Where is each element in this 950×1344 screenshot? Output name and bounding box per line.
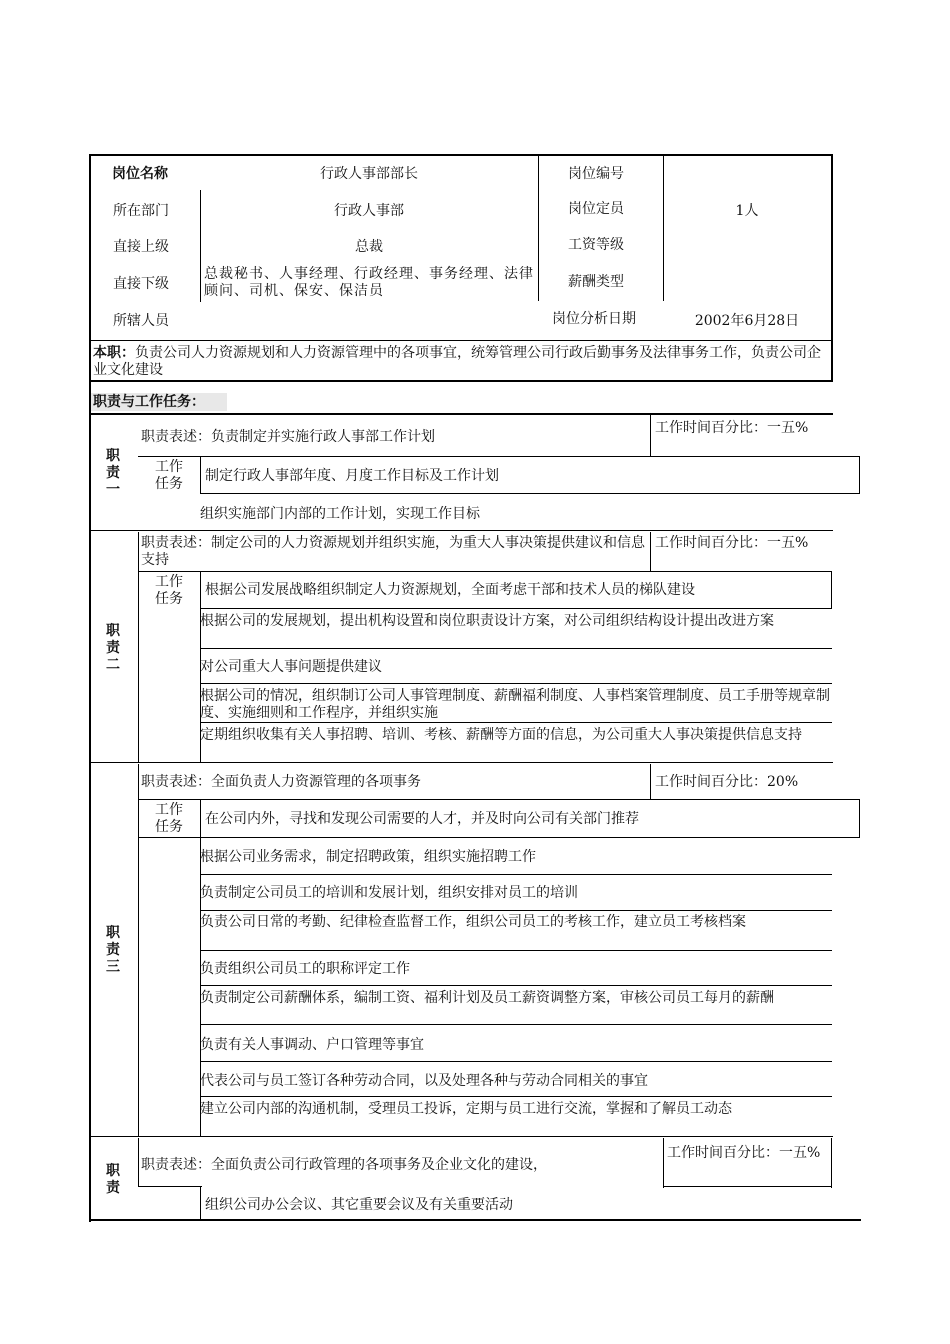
d2-row3-top (200, 648, 832, 649)
summary-text: 负责公司人力资源规划和人力资源管理中的各项事宜，统筹管理公司行政后勤事务及法律事务工作，负责公司企业文化建设 (93, 345, 821, 378)
duty1-pct: 工作时间百分比：一五% (655, 420, 809, 436)
duty2-task-3: 对公司重大人事问题提供建议 (200, 659, 382, 675)
duty3-task-9: 建立公司内部的沟通机制，受理员工投诉，定期与员工进行交流，掌握和了解员工动态 (200, 1101, 732, 1117)
d3-row5-top (200, 950, 832, 951)
analysis-date-value: 2002年6月28日 (694, 313, 800, 329)
duty1-desc: 职责表述：负责制定并实施行政人事部工作计划 (141, 429, 435, 445)
duty3-task-4: 负责公司日常的考勤、纪律检查监督工作，组织公司员工的考核工作，建立员工考核档案 (200, 914, 746, 930)
d1-row2-top (200, 493, 860, 494)
d3-row2-top (138, 837, 860, 838)
d1-task-div (200, 456, 201, 493)
header-divider-2 (538, 156, 539, 301)
duty3-label-col (138, 764, 139, 1136)
duty3-desc: 职责表述：全面负责人力资源管理的各项事务 (141, 774, 421, 790)
summary-bottom-line (89, 380, 833, 382)
superior-value: 总裁 (355, 239, 383, 255)
duty2-pct: 工作时间百分比：一五% (655, 535, 809, 551)
duty2-label: 职责二 (106, 623, 120, 673)
post-name-value: 行政人事部部长 (320, 166, 418, 182)
d4-row1-right (663, 1186, 832, 1187)
duty1-tasks-label: 工作任务 (155, 459, 183, 492)
d4-pct-right (831, 1138, 832, 1188)
d4-row1-left (138, 1186, 202, 1187)
d1-row1-right (859, 456, 860, 494)
duty3-task-6: 负责制定公司薪酬体系，编制工资、福利计划及员工薪资调整方案，审核公司员工每月的薪酬 (200, 990, 774, 1006)
d2-row2-top (200, 608, 832, 609)
duty2-tasks-label: 工作任务 (155, 574, 183, 607)
d1-pct-div (650, 415, 651, 457)
header-divider-3 (663, 156, 664, 301)
duty1-task-1: 制定行政人事部年度、月度工作目标及工作计划 (205, 468, 499, 484)
duty4-label: 职责 (106, 1163, 120, 1196)
frame-top (89, 154, 833, 156)
post-code-label: 岗位编号 (568, 166, 624, 182)
dept-label: 所在部门 (113, 203, 169, 219)
analysis-date-label: 岗位分析日期 (552, 311, 636, 327)
duty4-desc: 职责表述：全面负责公司行政管理的各项事务及企业文化的建设， (141, 1157, 547, 1173)
d3-row9-top (200, 1096, 832, 1097)
duty3-task-5: 负责组织公司员工的职称评定工作 (200, 961, 410, 977)
frame-bottom (89, 1219, 861, 1221)
duty1-bottom (89, 530, 833, 531)
pay-type-label: 薪酬类型 (568, 274, 624, 290)
d2-row1-top (138, 571, 832, 572)
d2-row5-top (200, 722, 832, 723)
d3-row8-top (200, 1061, 832, 1062)
d3-pct-div (650, 764, 651, 800)
duty2-label-col (138, 532, 139, 762)
summary-label: 本职： (93, 345, 135, 361)
d1-row1-top (138, 456, 860, 457)
dept-value: 行政人事部 (334, 203, 404, 219)
frame-right-upper (831, 154, 833, 382)
frame-left (89, 154, 91, 1222)
summary (93, 345, 831, 379)
d4-task-div (200, 1186, 201, 1221)
superior-label: 直接上级 (113, 239, 169, 255)
duties-title: 职责与工作任务： (93, 394, 205, 410)
headcount-value: 1人 (735, 203, 759, 219)
duty4-task-1: 组织公司办公会议、其它重要会议及有关重要活动 (205, 1197, 513, 1213)
duty3-label: 职责三 (106, 925, 120, 975)
staff-label: 所辖人员 (113, 313, 169, 329)
d2-row1-right (831, 571, 832, 609)
d2-row4-top (200, 683, 832, 684)
duty3-task-7: 负责有关人事调动、户口管理等事宜 (200, 1037, 424, 1053)
duty3-task-2: 根据公司业务需求，制定招聘政策，组织实施招聘工作 (200, 849, 536, 865)
d3-row7-top (200, 1024, 832, 1025)
d3-row3-top (200, 874, 832, 875)
duty2-task-5: 定期组织收集有关人事招聘、培训、考核、薪酬等方面的信息，为公司重大人事决策提供信息支持 (200, 727, 802, 743)
d3-row4-top (200, 910, 832, 911)
headcount-label: 岗位定员 (568, 201, 624, 217)
d3-row6-top (200, 985, 832, 986)
d4-pct-div (663, 1138, 664, 1188)
duty3-pct: 工作时间百分比：20% (655, 774, 799, 790)
duty3-task-1: 在公司内外，寻找和发现公司需要的人才，并及时向公司有关部门推荐 (205, 811, 639, 827)
salary-grade-label: 工资等级 (568, 237, 624, 253)
duty2-task-4: 根据公司的情况，组织制订公司人事管理制度、薪酬福利制度、人事档案管理制度、员工手册等规章制度、实施细则和工作程序，并组织实施 (200, 688, 830, 721)
duty4-pct: 工作时间百分比：一五% (667, 1145, 821, 1161)
duty2-task-1: 根据公司发展战略组织制定人力资源规划，全面考虑干部和技术人员的梯队建设 (205, 582, 695, 598)
duty1-label: 职责一 (106, 448, 120, 498)
d3-row1-right (859, 799, 860, 837)
duty1-task-2: 组织实施部门内部的工作计划，实现工作目标 (200, 506, 480, 522)
d3-row1-top (138, 799, 860, 800)
post-name-label: 岗位名称 (112, 166, 168, 182)
subordinate-label: 直接下级 (113, 276, 169, 292)
subordinate-value: 总裁秘书、人事经理、行政经理、事务经理、法律顾问、司机、保安、保洁员 (204, 266, 534, 299)
duty3-bottom (89, 1136, 833, 1137)
d2-pct-div (650, 532, 651, 572)
duty2-bottom (89, 762, 833, 763)
duty3-task-8: 代表公司与员工签订各种劳动合同，以及处理各种与劳动合同相关的事宜 (200, 1073, 648, 1089)
summary-top-line (89, 340, 833, 341)
duty2-task-2: 根据公司的发展规划，提出机构设置和岗位职责设计方案，对公司组织结构设计提出改进方案 (200, 613, 774, 629)
duty3-tasks-label: 工作任务 (155, 802, 183, 835)
title-bottom-line (89, 413, 833, 415)
duty3-task-3: 负责制定公司员工的培训和发展计划，组织安排对员工的培训 (200, 885, 578, 901)
duty2-desc: 职责表述：制定公司的人力资源规划并组织实施，为重大人事决策提供建议和信息支持 (141, 535, 645, 568)
duty4-label-col (138, 1138, 139, 1186)
